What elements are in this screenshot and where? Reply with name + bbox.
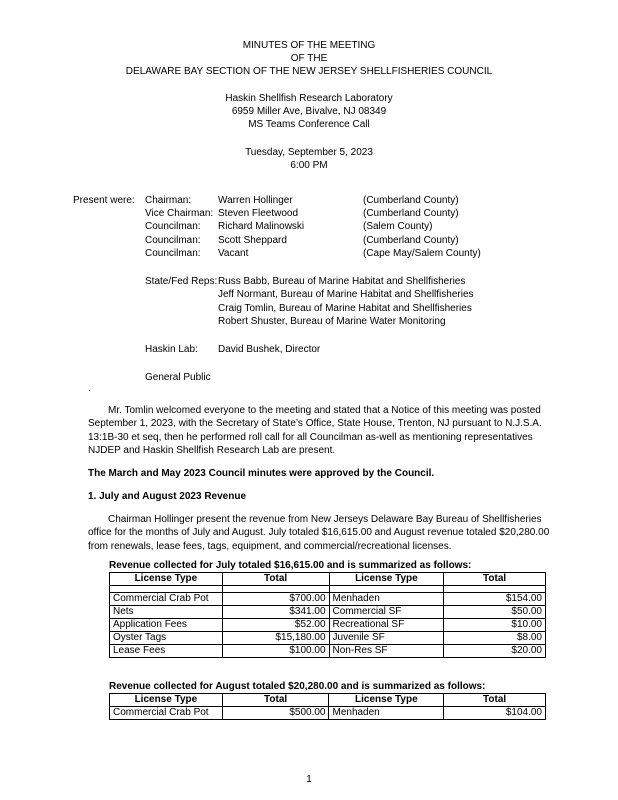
total-cell: $500.00	[222, 707, 329, 720]
license-type-cell: Lease Fees	[110, 645, 223, 658]
member-county: (Cumberland County)	[363, 208, 459, 219]
column-header: License Type	[110, 694, 223, 707]
july-revenue-table	[109, 572, 546, 658]
license-type-cell: Oyster Tags	[110, 632, 223, 645]
approval-statement: The March and May 2023 Council minutes were approved by the Council.	[88, 468, 435, 479]
column-header: License Type	[329, 694, 444, 707]
total-cell: $20.00	[444, 645, 546, 658]
license-type-cell: Menhaden	[329, 707, 444, 720]
table-header-row	[110, 694, 546, 707]
spacer-row	[110, 586, 546, 593]
haskin-label: Haskin Lab:	[145, 344, 198, 355]
member-role: Vice Chairman:	[145, 208, 214, 219]
location-line-1: Haskin Shellfish Research Laboratory	[225, 93, 393, 104]
location-line-3: MS Teams Conference Call	[248, 119, 370, 130]
table-row	[110, 645, 546, 658]
license-type-cell: Non-Res SF	[329, 645, 444, 658]
table-row	[110, 632, 546, 645]
total-cell: $10.00	[444, 619, 546, 632]
member-role: Councilman:	[145, 248, 201, 259]
header-line-1: MINUTES OF THE MEETING	[242, 40, 376, 51]
member-name: Vacant	[218, 248, 249, 259]
license-type-cell: Commercial Crab Pot	[110, 707, 223, 720]
stray-dot: .	[88, 383, 91, 394]
license-type-cell: Menhaden	[329, 593, 444, 606]
total-cell: $15,180.00	[222, 632, 329, 645]
august-revenue-table	[109, 693, 546, 720]
august-table-title: Revenue collected for August totaled $20,280.00 and is summarized as follows:	[109, 681, 486, 692]
section-1-heading: 1. July and August 2023 Revenue	[88, 491, 247, 502]
member-county: (Cumberland County)	[363, 235, 459, 246]
table-row	[110, 593, 546, 606]
license-type-cell: Commercial SF	[329, 606, 444, 619]
table-row	[110, 619, 546, 632]
member-name: Warren Hollinger	[218, 195, 293, 206]
member-county: (Cumberland County)	[363, 195, 459, 206]
member-name: Steven Fleetwood	[218, 208, 299, 219]
general-public: General Public	[145, 372, 211, 383]
column-header: License Type	[329, 573, 444, 586]
total-cell: $154.00	[444, 593, 546, 606]
state-rep: Jeff Normant, Bureau of Marine Habitat and Shellfisheries	[218, 289, 474, 300]
total-cell: $8.00	[444, 632, 546, 645]
state-rep: Russ Babb, Bureau of Marine Habitat and Shellfisheries	[218, 276, 466, 287]
intro-paragraph: Mr. Tomlin welcomed everyone to the meeting and stated that a Notice of this meeting was posted September 1, 2023, with the Secretary of State’s Office, State House, Trenton, NJ pursuant to N.J.S.A. 13:1B-30 et seq, then he performed roll call for all Councilman as-well as mentioning representatives NJDEP and Haskin Shellfish Research Lab are present.	[88, 405, 542, 457]
state-rep: Robert Shuster, Bureau of Marine Water Monitoring	[218, 316, 446, 327]
july-table-title: Revenue collected for July totaled $16,615.00 and is summarized as follows:	[109, 560, 472, 571]
meeting-time: 6:00 PM	[290, 160, 328, 171]
total-cell: $52.00	[222, 619, 329, 632]
member-county: (Salem County)	[363, 221, 433, 232]
page-number: 1	[306, 774, 312, 785]
meeting-date: Tuesday, September 5, 2023	[245, 147, 373, 158]
member-role: Councilman:	[145, 235, 201, 246]
column-header: Total	[444, 694, 546, 707]
state-reps-label: State/Fed Reps:	[145, 276, 218, 287]
total-cell: $700.00	[222, 593, 329, 606]
state-rep: Craig Tomlin, Bureau of Marine Habitat and Shellfisheries	[218, 303, 472, 314]
total-cell: $100.00	[222, 645, 329, 658]
header-line-3: DELAWARE BAY SECTION OF THE NEW JERSEY SHELLFISHERIES COUNCIL	[125, 66, 493, 77]
license-type-cell: Commercial Crab Pot	[110, 593, 223, 606]
total-cell: $341.00	[222, 606, 329, 619]
total-cell: $104.00	[444, 707, 546, 720]
column-header: Total	[222, 694, 329, 707]
license-type-cell: Nets	[110, 606, 223, 619]
column-header: Total	[444, 573, 546, 586]
section-1-paragraph: Chairman Hollinger present the revenue from New Jerseys Delaware Bay Bureau of Shellfisheries office for the months of July and August. July totaled $16,615.00 and August revenue totaled $20,280.00 from renewals, lease fees, tags, equipment, and commercial/recreational licenses.	[88, 514, 550, 552]
header-line-2: OF THE	[290, 53, 328, 64]
license-type-cell: Juvenile SF	[329, 632, 444, 645]
total-cell: $50.00	[444, 606, 546, 619]
table-header-row	[110, 573, 546, 586]
table-row	[110, 707, 546, 720]
haskin-name: David Bushek, Director	[218, 344, 321, 355]
present-label: Present were:	[73, 195, 135, 206]
member-name: Scott Sheppard	[218, 235, 287, 246]
member-county: (Cape May/Salem County)	[363, 248, 481, 259]
column-header: License Type	[110, 573, 223, 586]
license-type-cell: Application Fees	[110, 619, 223, 632]
member-role: Councilman:	[145, 221, 201, 232]
license-type-cell: Recreational SF	[329, 619, 444, 632]
location-line-2: 6959 Miller Ave, Bivalve, NJ 08349	[231, 106, 387, 117]
table-row	[110, 606, 546, 619]
member-role: Chairman:	[145, 195, 192, 206]
member-name: Richard Malinowski	[218, 221, 305, 232]
column-header: Total	[222, 573, 329, 586]
